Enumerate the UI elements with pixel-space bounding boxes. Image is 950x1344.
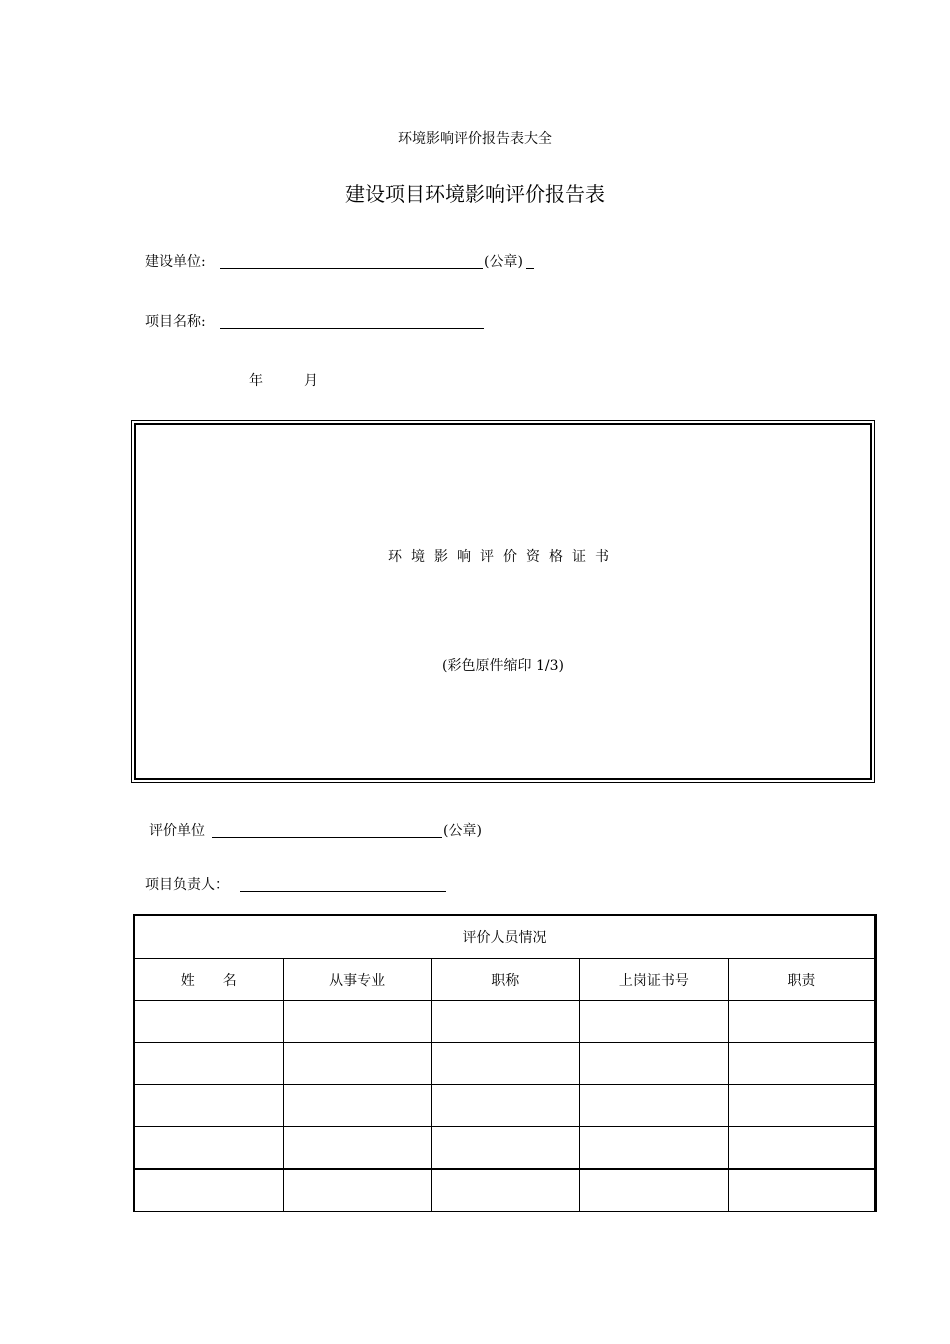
table-cell[interactable] bbox=[283, 1169, 431, 1212]
certificate-title: 环境影响评价资格证书 bbox=[388, 549, 618, 565]
certificate-frame-inner bbox=[134, 423, 872, 780]
project-name-field[interactable] bbox=[220, 327, 484, 329]
builder-seal-label: (公章) bbox=[484, 254, 523, 270]
table-row bbox=[134, 1127, 876, 1170]
table-cell[interactable] bbox=[431, 1043, 579, 1085]
column-header-specialty: 从事专业 bbox=[283, 959, 431, 1001]
column-header-name: 姓 名 bbox=[134, 959, 283, 1001]
table-cell[interactable] bbox=[283, 1085, 431, 1127]
table-row bbox=[134, 1001, 876, 1043]
staff-table-header-row bbox=[134, 959, 876, 1001]
table-cell[interactable] bbox=[728, 1085, 875, 1127]
table-cell[interactable] bbox=[431, 1001, 579, 1043]
table-row bbox=[134, 1085, 876, 1127]
table-cell[interactable] bbox=[134, 1127, 283, 1170]
staff-table bbox=[133, 914, 877, 1212]
table-cell[interactable] bbox=[134, 1085, 283, 1127]
builder-label: 建设单位: bbox=[145, 254, 206, 270]
evaluation-unit-field[interactable] bbox=[212, 836, 442, 838]
table-cell[interactable] bbox=[134, 1169, 283, 1212]
table-cell[interactable] bbox=[134, 1043, 283, 1085]
table-row bbox=[134, 1169, 876, 1212]
column-header-duty: 职责 bbox=[728, 959, 875, 1001]
project-leader-field[interactable] bbox=[240, 890, 446, 892]
table-cell[interactable] bbox=[579, 1043, 728, 1085]
table-cell[interactable] bbox=[728, 1169, 875, 1212]
table-cell[interactable] bbox=[283, 1127, 431, 1170]
table-row bbox=[134, 1043, 876, 1085]
builder-field[interactable] bbox=[220, 267, 483, 269]
table-cell[interactable] bbox=[579, 1127, 728, 1170]
table-cell[interactable] bbox=[134, 1001, 283, 1043]
evaluation-unit-label: 评价单位 bbox=[149, 823, 205, 839]
column-header-certificate-no: 上岗证书号 bbox=[579, 959, 728, 1001]
table-cell[interactable] bbox=[431, 1085, 579, 1127]
evaluation-seal-label: (公章) bbox=[443, 823, 482, 839]
project-name-label: 项目名称: bbox=[145, 314, 206, 330]
page-title: 建设项目环境影响评价报告表 bbox=[345, 182, 605, 206]
table-cell[interactable] bbox=[283, 1001, 431, 1043]
certificate-note: (彩色原件缩印 1/3) bbox=[442, 658, 564, 674]
table-cell[interactable] bbox=[579, 1169, 728, 1212]
project-leader-label: 项目负责人： bbox=[145, 877, 229, 893]
column-header-title: 职称 bbox=[431, 959, 579, 1001]
table-cell[interactable] bbox=[728, 1127, 875, 1170]
table-cell[interactable] bbox=[728, 1043, 875, 1085]
document-title: 环境影响评价报告表大全 bbox=[398, 131, 552, 147]
staff-table-caption: 评价人员情况 bbox=[134, 915, 876, 959]
year-label: 年 bbox=[249, 373, 263, 389]
table-cell[interactable] bbox=[431, 1169, 579, 1212]
month-label: 月 bbox=[304, 373, 318, 389]
table-cell[interactable] bbox=[283, 1043, 431, 1085]
table-cell[interactable] bbox=[579, 1001, 728, 1043]
table-cell[interactable] bbox=[579, 1085, 728, 1127]
builder-seal-underline bbox=[526, 267, 534, 269]
table-cell[interactable] bbox=[728, 1001, 875, 1043]
table-cell[interactable] bbox=[431, 1127, 579, 1170]
